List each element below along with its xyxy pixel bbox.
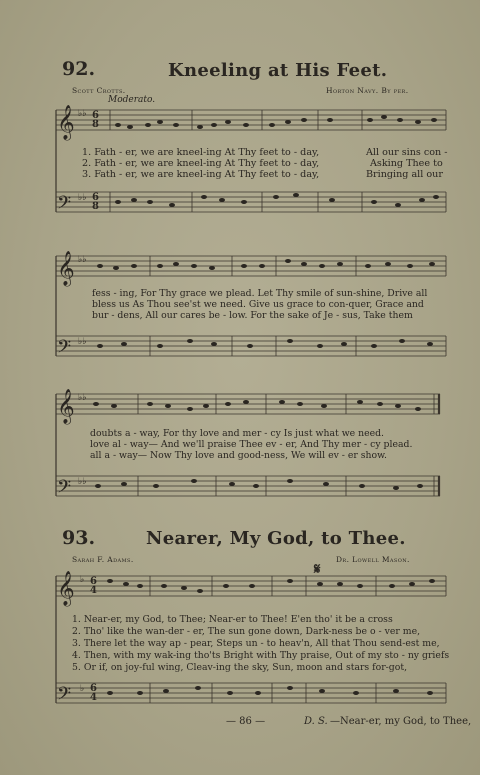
hymn-92-author: Scott Crotts. <box>72 86 126 95</box>
svg-text:6: 6 <box>90 683 97 694</box>
svg-text:♭: ♭ <box>80 684 85 694</box>
ds-label: D. S. <box>304 716 328 727</box>
svg-text:♭♭: ♭♭ <box>78 193 87 203</box>
hymn-92-s1-end-1: All our sins con - <box>366 147 448 158</box>
svg-text:6: 6 <box>92 192 99 203</box>
hymn-92-s1-verse-1: 1. Fath - er, we are kneel-ing At Thy feet to - day, <box>82 147 320 158</box>
hymn-92-title: Kneeling at His Feet. <box>168 60 388 81</box>
segno-sign: 𝄋 <box>314 560 321 578</box>
hymn-92-s2-verse-2: bless us As Thou see'st we need. Give us grace to con-quer, Grace and <box>92 299 424 310</box>
hymn-93-author: Sarah F. Adams. <box>72 555 134 564</box>
hymn-92-number: 92. <box>62 58 96 80</box>
svg-text:♭♭: ♭♭ <box>78 393 87 403</box>
svg-text:𝄢: 𝄢 <box>57 684 72 709</box>
svg-text:8: 8 <box>92 119 99 130</box>
hymn-93-verse-2: 2. Tho' like the wan-der - er, The sun gone down, Dark-ness be o - ver me, <box>72 626 421 637</box>
svg-text:♭: ♭ <box>80 575 85 585</box>
hymn-92-composer: Horton Navy. By per. <box>326 86 409 95</box>
svg-text:𝄞: 𝄞 <box>57 389 75 424</box>
svg-text:6: 6 <box>92 110 99 121</box>
hymn-92-s3-verse-1: doubts a - way, For thy love and mer - cy Is just what we need. <box>90 428 385 439</box>
svg-text:♭♭: ♭♭ <box>78 337 87 347</box>
svg-text:𝄢: 𝄢 <box>57 193 72 218</box>
svg-text:♭♭: ♭♭ <box>78 477 87 487</box>
hymn-93-composer: Dr. Lowell Mason. <box>336 555 410 564</box>
hymn-93-verse-1: 1. Near-er, my God, to Thee; Near-er to Thee! E'en tho' it be a cross <box>72 614 393 625</box>
svg-text:8: 8 <box>92 201 99 212</box>
svg-text:𝄞: 𝄞 <box>57 251 75 286</box>
svg-text:6: 6 <box>90 576 97 587</box>
hymn-92-s1-verse-3: 3. Fath - er, we are kneel-ing At Thy feet to - day, <box>82 169 320 180</box>
hymn-93-verse-3: 3. There let the way ap - pear, Steps un - to heav'n, All that Thou send-est me, <box>72 638 440 649</box>
hymn-92-s3-verse-2: love al - way— And we'll praise Thee ev - er, And Thy mer - cy plead. <box>90 439 413 450</box>
svg-text:♭♭: ♭♭ <box>78 255 87 265</box>
svg-text:𝄞: 𝄞 <box>57 105 75 140</box>
hymn-92-s2-verse-3: bur - dens, All our cares be - low. For the sake of Je - sus, Take them <box>92 310 413 321</box>
page-number: — 86 — <box>226 716 266 727</box>
hymn-92-s2-verse-1: fess - ing, For Thy grace we plead. Let Thy smile of sun-shine, Drive all <box>92 288 428 299</box>
svg-text:4: 4 <box>90 585 97 596</box>
hymn-92-s3-verse-3: all a - way— Now Thy love and good-ness, We will ev - er show. <box>90 450 387 461</box>
hymn-93-verse-4: 4. Then, with my wak-ing tho'ts Bright with Thy praise, Out of my sto - ny griefs <box>72 650 450 661</box>
hymn-93-verse-5: 5. Or if, on joy-ful wing, Cleav-ing the sky, Sun, moon and stars for-got, <box>72 662 408 673</box>
ds-text: —Near-er, my God, to Thee, <box>330 716 472 727</box>
svg-text:𝄢: 𝄢 <box>57 337 72 362</box>
svg-text:♭♭: ♭♭ <box>78 109 87 119</box>
hymn-92-tempo: Moderato. <box>108 95 156 105</box>
hymn-92-s1-end-3: Bringing all our <box>366 169 443 180</box>
hymn-92-s1-verse-2: 2. Fath - er, we are kneel-ing At Thy feet to - day, <box>82 158 320 169</box>
hymn-93-title: Nearer, My God, to Thee. <box>146 528 406 549</box>
svg-text:4: 4 <box>90 692 97 703</box>
hymn-93-number: 93. <box>62 527 96 549</box>
svg-text:𝄞: 𝄞 <box>57 571 75 606</box>
svg-text:𝄢: 𝄢 <box>57 477 72 502</box>
hymn-92-s1-end-2: Asking Thee to <box>370 158 443 169</box>
